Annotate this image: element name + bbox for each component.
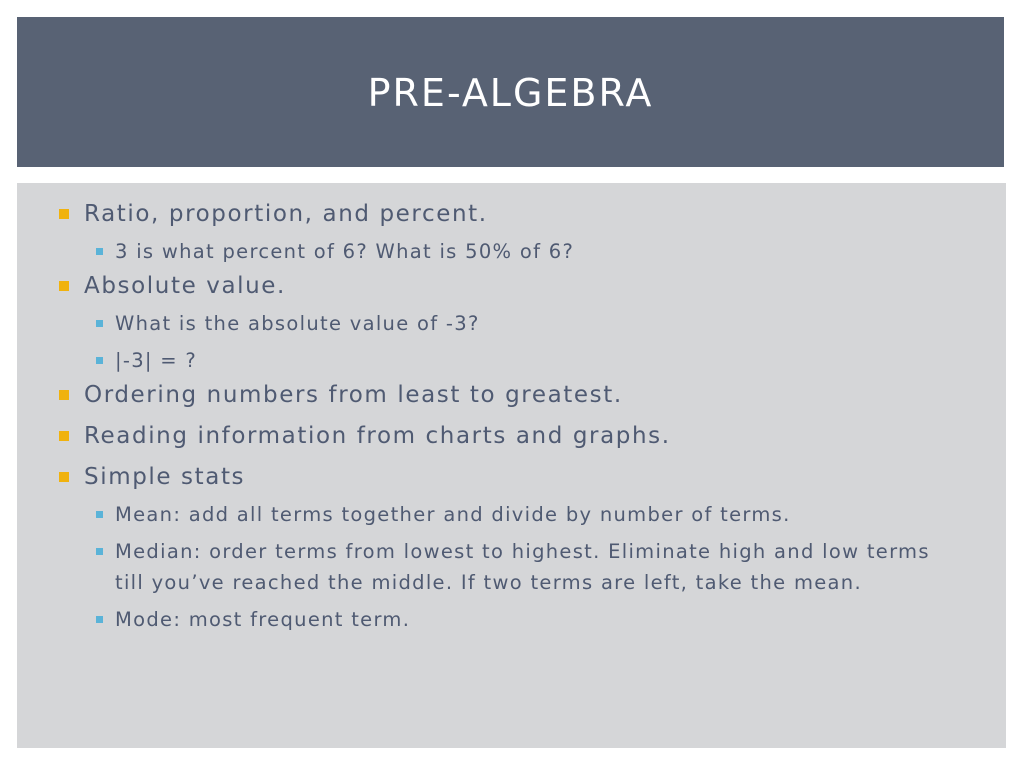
sub-bullet-item bbox=[84, 236, 959, 267]
bullet-item bbox=[59, 273, 959, 376]
square-bullet-icon bbox=[96, 320, 103, 327]
square-bullet-icon bbox=[59, 431, 69, 441]
bullet-text: Absolute value. bbox=[84, 273, 286, 299]
sub-bullet-list bbox=[84, 236, 959, 267]
slide-title: PRE-ALGEBRA bbox=[367, 71, 654, 115]
bullet-item bbox=[59, 201, 959, 267]
bullet-list bbox=[59, 201, 959, 641]
sub-bullet-item bbox=[84, 604, 959, 635]
title-bar bbox=[17, 17, 1004, 167]
bullet-item bbox=[59, 464, 959, 635]
sub-bullet-text: Mode: most frequent term. bbox=[115, 608, 411, 631]
bullet-item bbox=[59, 423, 959, 450]
square-bullet-icon bbox=[96, 511, 103, 518]
sub-bullet-text: What is the absolute value of -3? bbox=[115, 312, 480, 335]
square-bullet-icon bbox=[96, 548, 103, 555]
sub-bullet-item bbox=[84, 499, 959, 530]
bullet-item bbox=[59, 382, 959, 409]
square-bullet-icon bbox=[96, 248, 103, 255]
bullet-text: Simple stats bbox=[84, 464, 246, 490]
bullet-text: Ordering numbers from least to greatest. bbox=[84, 382, 623, 408]
sub-bullet-text: Median: order terms from lowest to highest. Eliminate high and low terms till you’ve reached the middle. If two terms are left, take the mean. bbox=[115, 540, 930, 594]
sub-bullet-text: |-3| = ? bbox=[115, 349, 198, 372]
content-panel bbox=[17, 183, 1006, 748]
square-bullet-icon bbox=[96, 616, 103, 623]
sub-bullet-text: 3 is what percent of 6? What is 50% of 6? bbox=[115, 240, 575, 263]
sub-bullet-item bbox=[84, 345, 959, 376]
sub-bullet-item bbox=[84, 308, 959, 339]
square-bullet-icon bbox=[96, 357, 103, 364]
sub-bullet-text: Mean: add all terms together and divide by number of terms. bbox=[115, 503, 791, 526]
square-bullet-icon bbox=[59, 390, 69, 400]
sub-bullet-list bbox=[84, 499, 959, 635]
square-bullet-icon bbox=[59, 281, 69, 291]
sub-bullet-list bbox=[84, 308, 959, 376]
sub-bullet-item bbox=[84, 536, 959, 598]
bullet-text: Reading information from charts and graphs. bbox=[84, 423, 671, 449]
bullet-text: Ratio, proportion, and percent. bbox=[84, 201, 488, 227]
square-bullet-icon bbox=[59, 472, 69, 482]
square-bullet-icon bbox=[59, 209, 69, 219]
